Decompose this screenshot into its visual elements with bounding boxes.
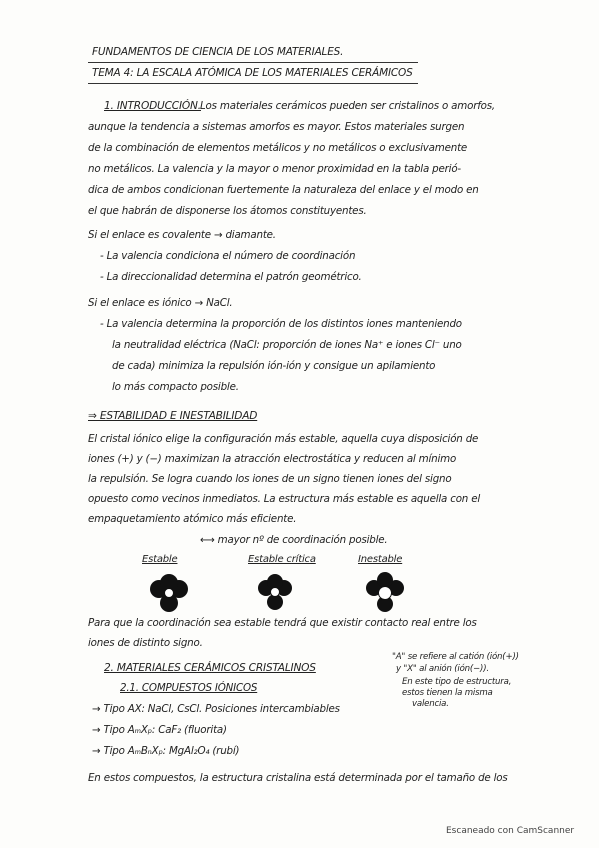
side-note-3: estos tienen la misma <box>402 688 493 698</box>
stability-line-2: la repulsión. Se logra cuando los iones de un signo tienen iones del signo <box>88 473 452 485</box>
section2-item-1: → Tipo AₘXₚ: CaF₂ (fluorita) <box>92 724 227 736</box>
stability-heading: ⇒ ESTABILIDAD E INESTABILIDAD <box>88 410 258 422</box>
header-rule <box>88 62 418 63</box>
label-stable: Estable <box>142 554 178 565</box>
intro-line-0: Los materiales cerámicos pueden ser cristalinos o amorfos, <box>200 100 495 112</box>
section2-item-0: → Tipo AX: NaCl, CsCl. Posiciones intercambiables <box>92 703 340 715</box>
topic-rule <box>88 83 418 84</box>
ionic-bullet-0: - La valencia determina la proporción de los distintos iones manteniendo <box>100 318 462 330</box>
intro-line-5: el que habrán de disponerse los átomos constituyentes. <box>88 205 367 217</box>
intro-line-4: dica de ambos condicionan fuertemente la naturaleza del enlace y el modo en <box>88 184 479 196</box>
section2-heading: 2. MATERIALES CERÁMICOS CRISTALINOS <box>104 662 316 674</box>
stability-arrow-note: ⟷ mayor nº de coordinación posible. <box>200 534 388 546</box>
label-unstable: Inestable <box>358 554 403 565</box>
intro-line-1: aunque la tendencia a sistemas amorfos es mayor. Estos materiales surgen <box>88 121 465 133</box>
side-note-2: En este tipo de estructura, <box>402 677 512 687</box>
stability-after-0: Para que la coordinación sea estable tendrá que existir contacto real entre los <box>88 617 477 629</box>
ionic-line: Si el enlace es iónico → NaCl. <box>88 297 233 309</box>
section2-last-line: En estos compuestos, la estructura cristalina está determinada por el tamaño de los <box>88 772 508 784</box>
covalent-line: Si el enlace es covalente → diamante. <box>88 229 276 241</box>
section2-item-2: → Tipo AₘBₙXₚ: MgAl₂O₄ (rubí) <box>92 745 240 757</box>
side-note-4: valencia. <box>412 699 449 709</box>
stability-line-4: empaquetamiento atómico más eficiente. <box>88 513 297 525</box>
label-critical: Estable crítica <box>248 554 316 565</box>
intro-line-2: de la combinación de elementos metálicos y no metálicos o exclusivamente <box>88 142 468 154</box>
covalent-bullet-1: - La direccionalidad determina el patrón geométrico. <box>100 271 362 283</box>
stability-line-1: iones (+) y (−) maximizan la atracción electrostática y reducen al mínimo <box>88 453 457 465</box>
stability-after-1: iones de distinto signo. <box>88 637 203 649</box>
course-title: FUNDAMENTOS DE CIENCIA DE LOS MATERIALES. <box>92 46 344 58</box>
side-note-1: y "X" al anión (ión(−)). <box>396 664 489 674</box>
intro-line-3: no metálicos. La valencia y la mayor o menor proximidad en la tabla perió- <box>88 163 461 175</box>
covalent-bullet-0: - La valencia condiciona el número de coordinación <box>100 250 356 262</box>
ionic-bullet-3: lo más compacto posible. <box>112 381 239 393</box>
stability-line-3: opuesto como vecinos inmediatos. La estructura más estable es aquella con el <box>88 493 480 505</box>
scanner-watermark: Escaneado con CamScanner <box>446 826 575 836</box>
ionic-bullet-1: la neutralidad eléctrica (NaCl: proporción de iones Na⁺ e iones Cl⁻ uno <box>112 339 462 351</box>
coordination-diagrams <box>140 554 440 624</box>
intro-heading: 1. INTRODUCCIÓN. <box>104 100 201 112</box>
stability-line-0: El cristal iónico elige la configuración más estable, aquella cuya disposición de <box>88 433 479 445</box>
ionic-bullet-2: de cada) minimiza la repulsión ión-ión y consigue un apilamiento <box>112 360 436 372</box>
side-note-0: "A" se refiere al catión (ión(+)) <box>392 652 519 662</box>
section2-subheading: 2.1. COMPUESTOS IÓNICOS <box>120 682 258 694</box>
topic-title: TEMA 4: LA ESCALA ATÓMICA DE LOS MATERIALES CERÁMICOS <box>92 67 413 79</box>
